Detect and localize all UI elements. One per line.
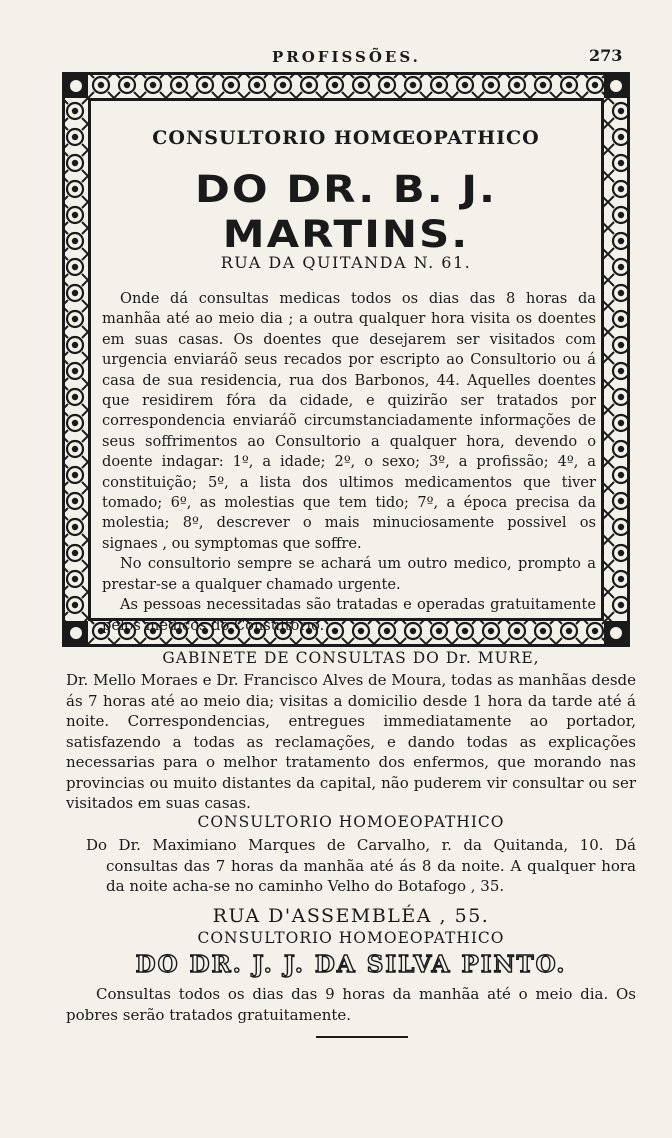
closing-rule [316, 1036, 408, 1038]
running-head [0, 44, 672, 68]
marques-title: CONSULTORIO HOMOEOPATHICO [197, 813, 505, 831]
doctor-name: DO DR. B. J. MARTINS. [195, 167, 497, 257]
pinto-address: RUA D'ASSEMBLÉA , 55. [212, 905, 490, 927]
advert-pinto [66, 905, 636, 1025]
ornamental-frame [62, 72, 630, 647]
pinto-text: Consultas todos os dias das 9 horas da manhãa até o meio dia. Os pobres serão tratados gratuitamente. [66, 985, 636, 1024]
marques-text: Do Dr. Maximiano Marques de Carvalho, r. da Quitanda, 10. Dá consultas das 7 horas da manhãa até ás 8 da noite. A qualquer hora da noite acha-se no caminho Velho do Botafogo , 35. [86, 836, 636, 895]
advert-marques [66, 813, 636, 897]
pinto-doctor-name: DO DR. J. J. DA SILVA PINTO. [135, 951, 567, 978]
advert-paragraph: No consultorio sempre se achará um outro medico, prompto a prestar-se a qualquer chamado urgente. [102, 555, 596, 593]
advert-title: CONSULTORIO HOMŒOPATHICO [152, 127, 540, 149]
advert-body [102, 289, 596, 636]
running-title: PROFISSÕES. [272, 48, 421, 66]
mure-text: Dr. Mello Moraes e Dr. Francisco Alves de Moura, todas as manhãas desde ás 7 horas até ao meio dia; visitas a domicilio desde 1 hora da tarde até á noite. Correspondencias, entregues immediatamente ao portador, satisfazendo a todas as reclamações, e dando todas as explicações necessarias para o melhor tratamento dos enfermos, que morando nas provincias ou muito distantes da capital, não puderem vir consultar ou ser visitados em suas casas. [66, 671, 636, 812]
advert-address: RUA DA QUITANDA N. 61. [220, 253, 472, 272]
page-number: 273 [589, 46, 623, 65]
advert-paragraph: Onde dá consultas medicas todos os dias das 8 horas da manhãa até ao meio dia ; a outra qualquer hora visita os doentes em suas casas. Os doentes que desejarem ser visitados com urgencia enviaráõ seus recados por escripto ao Consultorio ou á casa de sua residencia, rua dos Barbonos, 44. Aquelles doentes que residirem fóra da cidade, e quizirão ser tratados por correspondencia enviaráõ circumstanciadamente informações de seus soffrimentos ao Consultorio a qualquer hora, devendo o doente indagar: 1º, a idade; 2º, o sexo; 3º, a profissão; 4º, a constituição; 5º, a lista dos ultimos medicamentos que tiver tomado; 6º, as molestias que tem tido; 7º, a época precisa da molestia; 8º, descrever o mais minuciosamente possivel os signaes , ou symptomas que soffre. [102, 290, 596, 552]
mure-title: GABINETE DE CONSULTAS DO Dr. MURE, [162, 649, 540, 667]
pinto-title: CONSULTORIO HOMOEOPATHICO [197, 929, 505, 947]
advert-martins [92, 102, 600, 634]
advert-mure [66, 649, 636, 814]
advert-paragraph: As pessoas necessitadas são tratadas e operadas gratuitamente pelos medicos do Consultorio. [102, 596, 596, 634]
